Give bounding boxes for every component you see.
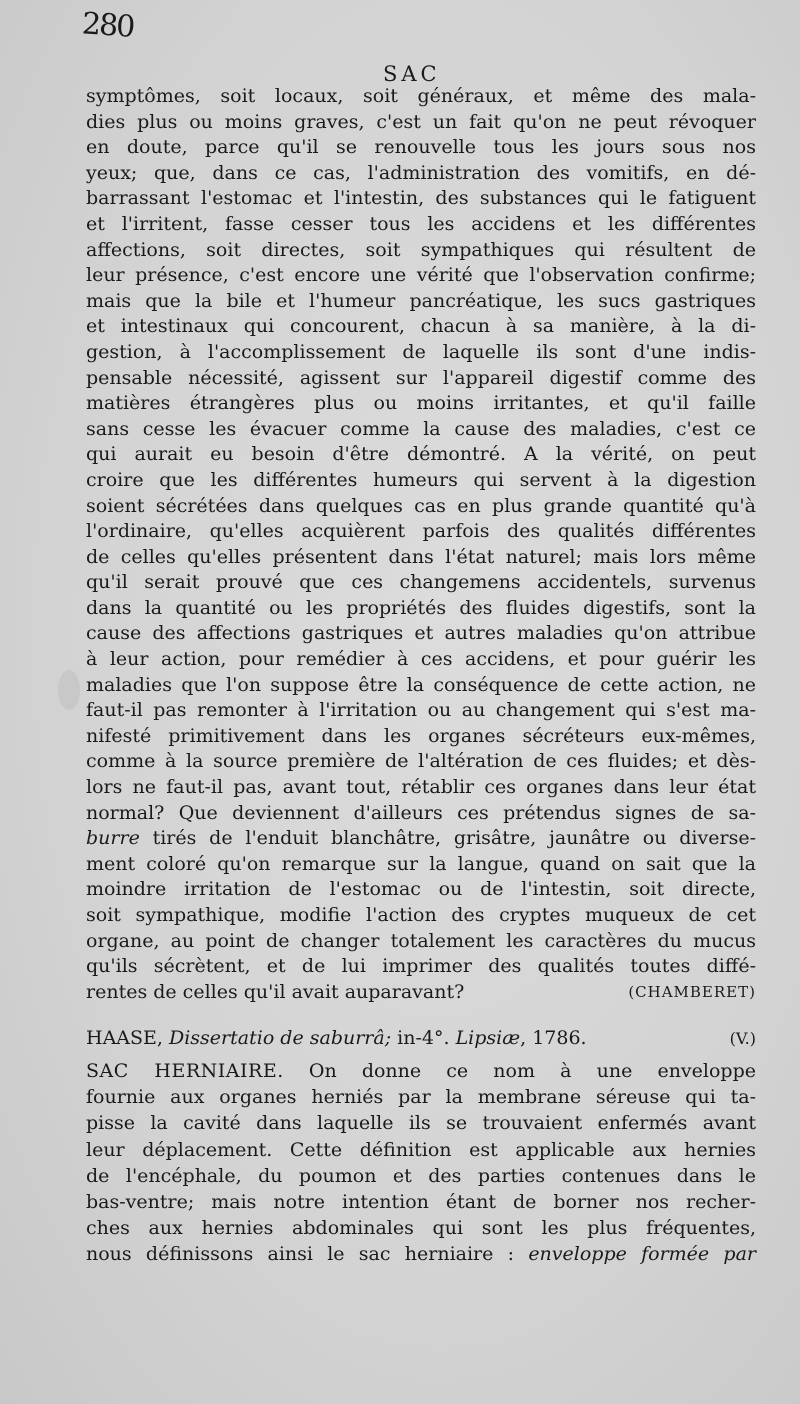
entry-headword: SAC HERNIAIRE. [86, 1060, 284, 1082]
text-line: affections, soit directes, soit sympathiques qui résultent de [86, 238, 756, 261]
text-line: dans la quantité ou les propriétés des fluides digestifs, sont la [86, 596, 756, 619]
text-line: dies plus ou moins graves, c'est un fait qu'on ne peut révoquer [86, 110, 756, 133]
text-line: barrassant l'estomac et l'intestin, des substances qui le fatiguent [86, 187, 756, 210]
text-line: maladies que l'on suppose être la conséquence de cette action, ne [86, 673, 756, 696]
text-line-mixed [86, 826, 756, 852]
text-line: normal? Que deviennent d'ailleurs ces prétendus signes de sa- [86, 801, 756, 824]
text-line: en doute, parce qu'il se renouvelle tous les jours sous nos [86, 136, 756, 159]
italic-phrase: enveloppe formée par [528, 1243, 757, 1266]
text-line: gestion, à l'accomplissement de laquelle ils sont d'une indis- [86, 340, 756, 363]
text-line: et l'irritent, fasse cesser tous les accidens et les différentes [86, 212, 756, 235]
text-line: sans cesse les évacuer comme la cause des maladies, c'est ce [86, 417, 756, 440]
italic-word: burre [86, 827, 140, 850]
text-run: nous définissons ainsi le sac herniaire : [86, 1243, 529, 1266]
text-line: ment coloré qu'on remarque sur la langue, quand on sait que la [86, 852, 756, 875]
text-line-last [86, 1241, 756, 1267]
entry-first-line [86, 1058, 756, 1084]
text-line: de celles qu'elles présentent dans l'état naturel; mais lors même [86, 545, 756, 568]
dictionary-entry [86, 1058, 756, 1268]
text-line: soient sécrétées dans quelques cas en plus grande quantité qu'à [86, 494, 756, 517]
text-line: yeux; que, dans ce cas, l'administration des vomitifs, en dé- [86, 161, 756, 184]
reference-author: HAASE [86, 1027, 157, 1049]
text-line: qu'ils sécrètent, et de lui imprimer des qualités toutes diffé- [86, 955, 756, 978]
reference-format: in-4°. [391, 1027, 456, 1049]
text-line: symptômes, soit locaux, soit généraux, et même des mala- [86, 85, 756, 107]
article-body [86, 84, 756, 1005]
reference-title: Dissertatio de saburrâ; [169, 1027, 392, 1049]
text-line: leur présence, c'est encore une vérité que l'observation confirme; [86, 264, 756, 287]
text-line: l'ordinaire, qu'elles acquièrent parfois des qualités différentes [86, 520, 756, 543]
text-line-last [86, 980, 756, 1006]
text-line: cause des affections gastriques et autres maladies qu'on attribue [86, 622, 756, 645]
text-line: de l'encéphale, du poumon et des parties contenues dans le [86, 1164, 756, 1187]
text-line: moindre irritation de l'estomac ou de l'intestin, soit directe, [86, 878, 756, 901]
text-line: nifesté primitivement dans les organes sécréteurs eux-mêmes, [86, 724, 756, 747]
reference-signature: (V.) [729, 1029, 756, 1048]
text-line: faut-il pas remonter à l'irritation ou au changement qui s'est ma- [86, 699, 756, 722]
reference-line [86, 1026, 756, 1052]
text-line: pisse la cavité dans laquelle ils se trouvaient enfermés avant [86, 1112, 756, 1135]
text-run: On donne ce nom à une enveloppe [283, 1060, 756, 1082]
text-line: mais que la bile et l'humeur pancréatique, les sucs gastriques [86, 289, 756, 312]
author-signature: (CHAMBERET) [628, 982, 756, 1001]
text-run: tirés de l'enduit blanchâtre, grisâtre, jaunâtre ou diverse- [139, 827, 756, 850]
text-line: fournie aux organes herniés par la membrane séreuse qui ta- [86, 1086, 756, 1109]
text-line: croire que les différentes humeurs qui servent à la digestion [86, 468, 756, 491]
text-line: organe, au point de changer totalement les caractères du mucus [86, 929, 756, 952]
text-run: rentes de celles qu'il avait auparavant? [86, 980, 465, 1003]
text-line: bas-ventre; mais notre intention étant de borner nos recher- [86, 1190, 756, 1213]
text-line: qui aurait eu besoin d'être démontré. A la vérité, on peut [86, 443, 756, 466]
text-line: et intestinaux qui concourent, chacun à sa manière, à la di- [86, 315, 756, 338]
text-line: qu'il serait prouvé que ces changemens accidentels, survenus [86, 571, 756, 594]
reference-year: , 1786. [520, 1027, 587, 1049]
text-line: lors ne faut-il pas, avant tout, rétablir ces organes dans leur état [86, 776, 756, 799]
text-line: comme à la source première de l'altération de ces fluides; et dès- [86, 750, 756, 773]
running-head: SAC [383, 62, 441, 86]
reference-place: Lipsiæ [455, 1027, 521, 1049]
text-line: ches aux hernies abdominales qui sont les plus fréquentes, [86, 1217, 756, 1240]
bibliographic-reference [86, 1026, 756, 1052]
reference-comma: , [156, 1027, 169, 1049]
text-line: matières étrangères plus ou moins irritantes, et qu'il faille [86, 392, 756, 415]
paper-stain [58, 670, 80, 710]
text-line: pensable nécessité, agissent sur l'appareil digestif comme des [86, 366, 756, 389]
page-number: 280 [80, 6, 135, 45]
text-line: leur déplacement. Cette définition est applicable aux hernies [86, 1138, 756, 1161]
text-line: soit sympathique, modifie l'action des cryptes muqueux de cet [86, 904, 756, 926]
text-line: à leur action, pour remédier à ces accidens, et pour guérir les [86, 648, 756, 671]
